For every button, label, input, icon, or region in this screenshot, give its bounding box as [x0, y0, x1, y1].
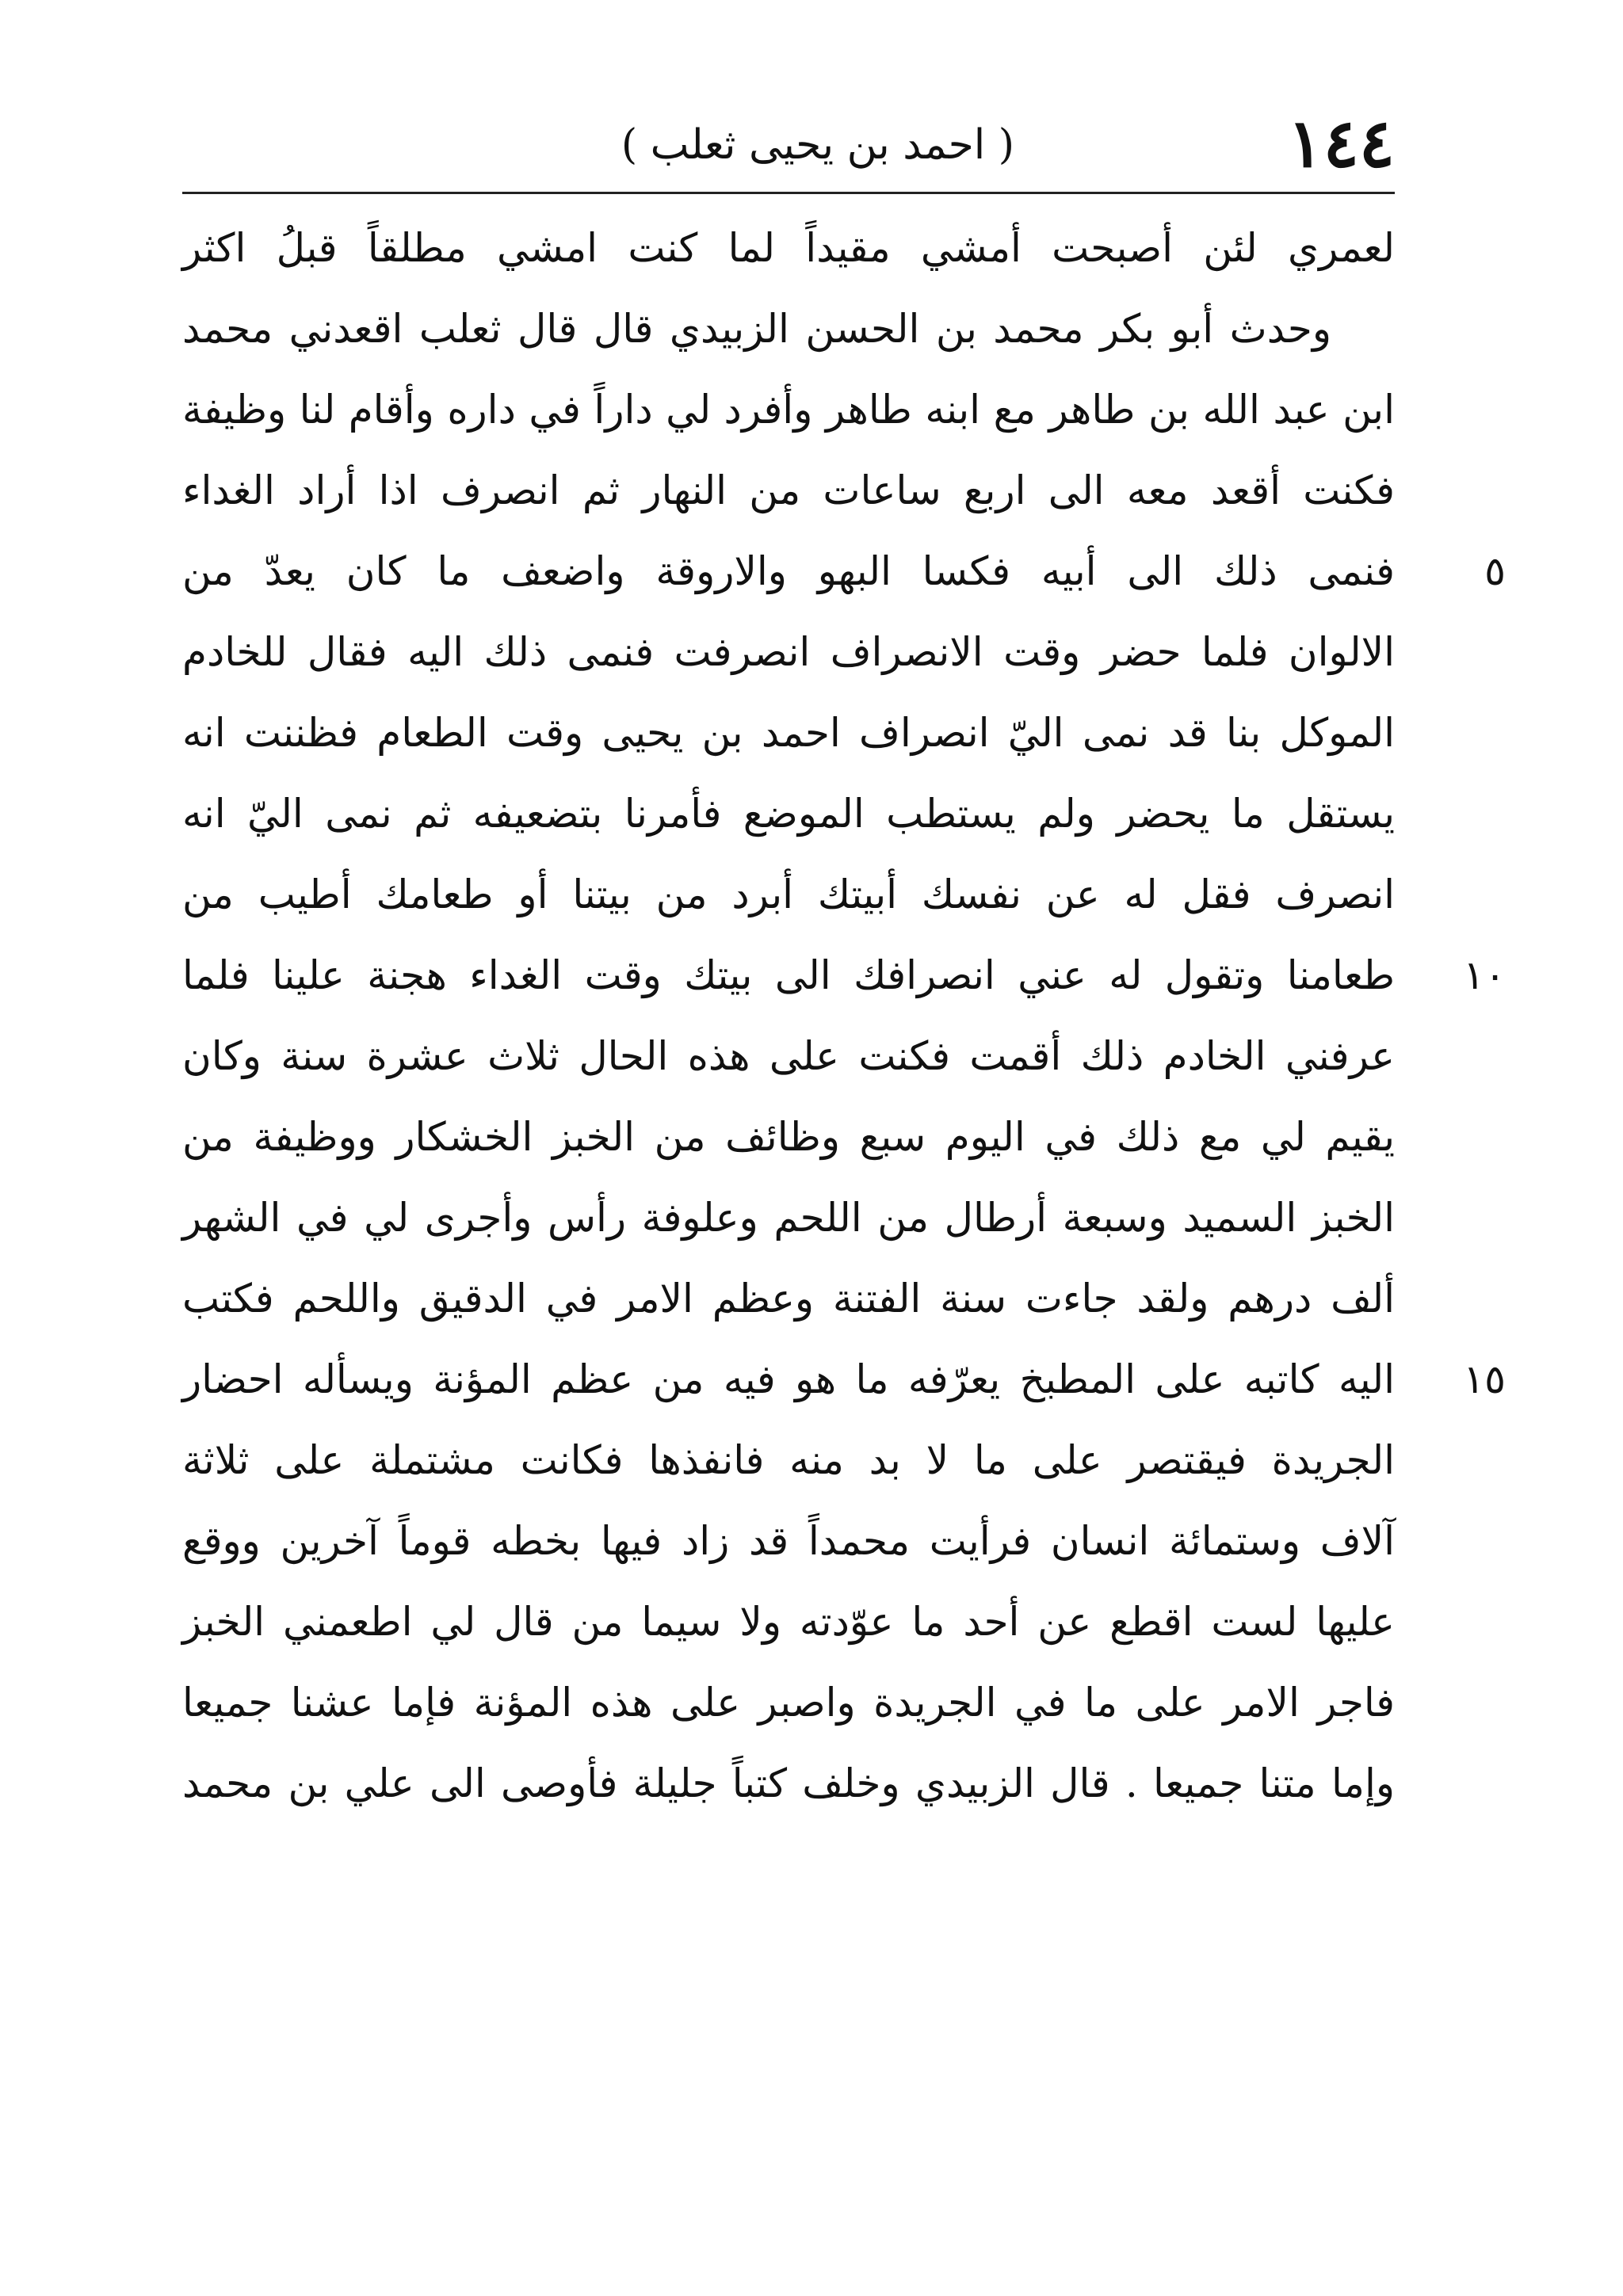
text-line: الجريدة فيقتصر على ما لا بد منه فانفذها فكانت مشتملة على ثلاثة [182, 1437, 1395, 1483]
text-line: طعامنا وتقول له عني انصرافك الى بيتك وقت الغداء هجنة علينا فلما [182, 952, 1395, 998]
text-line: انصرف فقل له عن نفسك أبيتك أبرد من بيتنا أو طعامك أطيب من [182, 871, 1395, 917]
text-line: عليها لست اقطع عن أحد ما عوّدته ولا سيما من قال لي اطعمني الخبز [182, 1599, 1395, 1645]
text-line: يقيم لي مع ذلك في اليوم سبع وظائف من الخبز الخشكار ووظيفة من [182, 1114, 1395, 1160]
page-number: ١٤٤ [1287, 104, 1395, 182]
text-line: يستقل ما يحضر ولم يستطب الموضع فأمرنا بتضعيفه ثم نمى اليّ انه [182, 791, 1395, 837]
body-text [182, 208, 1395, 1824]
text-line: عرفني الخادم ذلك أقمت فكنت على هذه الحال ثلاث عشرة سنة وكان [182, 1033, 1395, 1079]
text-line: فاجر الامر على ما في الجريدة واصبر على هذه المؤنة فإما عشنا جميعا [182, 1680, 1395, 1726]
text-line: آلاف وستمائة انسان فرأيت محمداً قد زاد فيها بخطه قوماً آخرين ووقع [182, 1518, 1395, 1564]
page-header [182, 101, 1395, 189]
text-line: فكنت أقعد معه الى اربع ساعات من النهار ثم انصرف اذا أراد الغداء [182, 467, 1395, 513]
text-line: ابن عبد الله بن طاهر مع ابنه طاهر وأفرد لي داراً في داره وأقام لنا وظيفة [182, 387, 1395, 433]
header-divider [182, 192, 1395, 194]
line-number-marker: ١٠ [1463, 952, 1506, 998]
text-line: فنمى ذلك الى أبيه فكسا البهو والاروقة واضعف ما كان يعدّ من [182, 548, 1395, 594]
running-head: ( احمد بن يحيى ثعلب ) [621, 121, 1014, 169]
text-line: وإما متنا جميعا . قال الزبيدي وخلف كتباً جليلة فأوصى الى علي بن محمد [182, 1760, 1395, 1806]
text-line: الخبز السميد وسبعة أرطال من اللحم وعلوفة رأس وأجرى لي في الشهر [182, 1195, 1395, 1241]
line-number-marker: ٥ [1484, 548, 1506, 594]
text-line: وحدث أبو بكر محمد بن الحسن الزبيدي قال قال ثعلب اقعدني محمد [182, 306, 1331, 352]
text-line: الالوان فلما حضر وقت الانصراف انصرفت فنمى ذلك اليه فقال للخادم [182, 629, 1395, 675]
text-line: الموكل بنا قد نمى اليّ انصراف احمد بن يحيى وقت الطعام فظننت انه [182, 710, 1395, 756]
text-line: اليه كاتبه على المطبخ يعرّفه ما هو فيه من عظم المؤنة ويسأله احضار [182, 1356, 1395, 1402]
line-number-marker: ١٥ [1463, 1356, 1506, 1402]
poem-verse-line: لعمري لئن أصبحت أمشي مقيداً لما كنت امشي مطلقاً قبلُ اكثر [182, 225, 1395, 271]
text-line: ألف درهم ولقد جاءت سنة الفتنة وعظم الامر في الدقيق واللحم فكتب [182, 1276, 1395, 1322]
